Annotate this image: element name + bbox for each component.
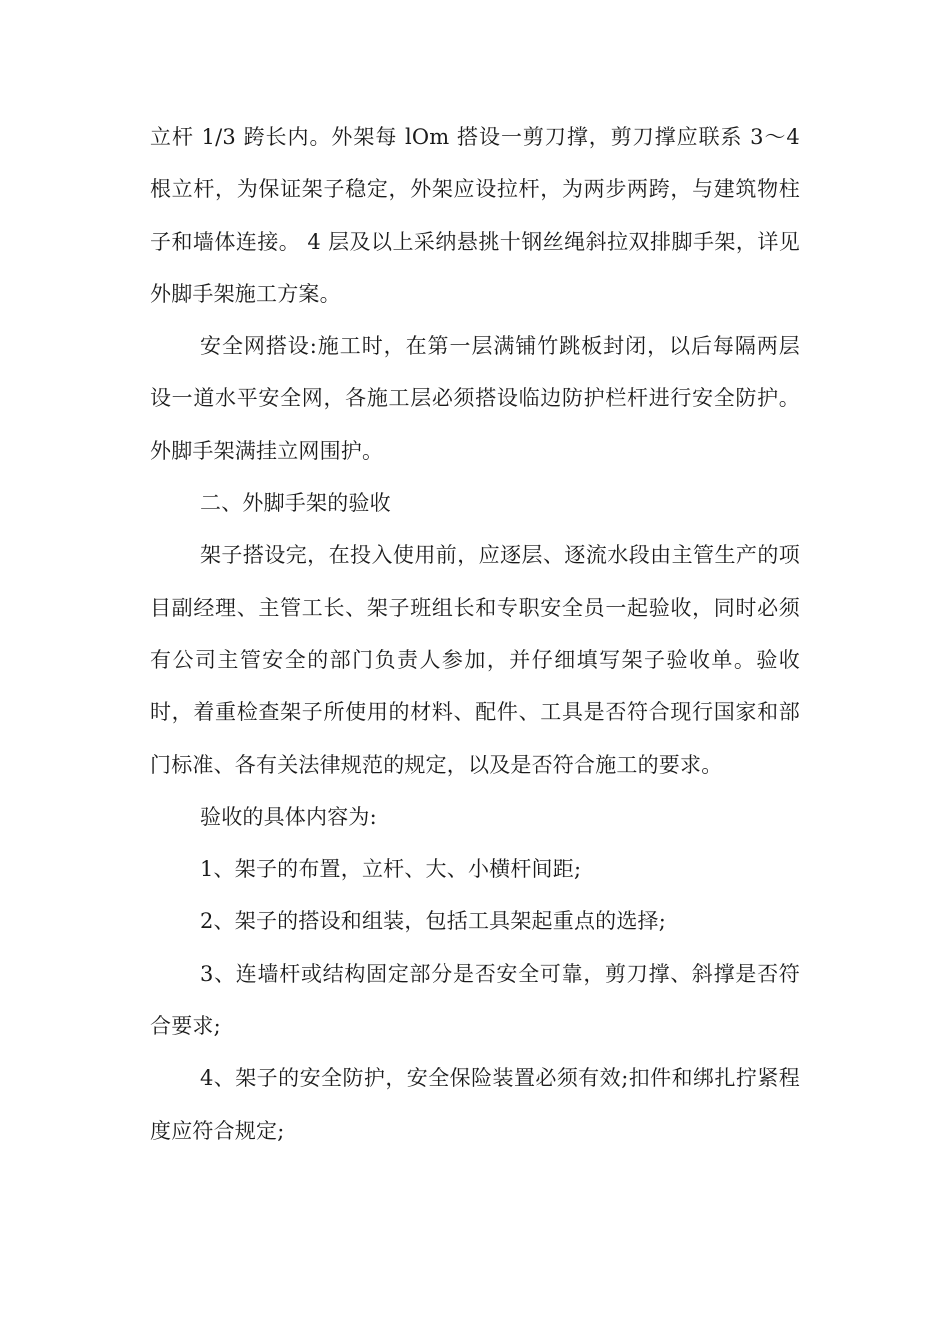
paragraph-safety-net: 安全网搭设:施工时，在第一层满铺竹跳板封闭，以后每隔两层设一道水平安全网，各施工层必须搭设临边防护栏杆进行安全防护。外脚手架满挂立网围护。 (150, 334, 800, 463)
list-item-2: 2、架子的搭设和组装，包括工具架起重点的选择; (200, 909, 667, 934)
list-item-3: 3、连墙杆或结构固定部分是否安全可靠，剪刀撑、斜撑是否符合要求; (150, 961, 800, 1039)
paragraph-acceptance-procedure: 架子搭设完，在投入使用前，应逐层、逐流水段由主管生产的项目副经理、主管工长、架子班组长和专职安全员一起验收，同时必须有公司主管安全的部门负责人参加，并仔细填写架子验收单。验收时，着重检查架子所使用的材料、配件、工具是否符合现行国家和部门标准、各有关法律规范的规定，以及是否符合施工的要求。 (150, 543, 800, 777)
list-item-4: 4、架子的安全防护，安全保险装置必须有效;扣件和绑扎拧紧程度应符合规定; (150, 1066, 800, 1143)
paragraph-acceptance-contents-intro: 验收的具体内容为: (200, 804, 377, 829)
section-heading-acceptance: 二、外脚手架的验收 (200, 491, 391, 516)
list-item-1: 1、架子的布置，立杆、大、小横杆间距; (200, 857, 582, 882)
document-body (150, 111, 800, 1157)
paragraph-scaffold-structure: 立杆 1/3 跨长内。外架每 lOm 搭设一剪刀撑，剪刀撑应联系 3～4 根立杆，为保证架子稳定，外架应设拉杆，为两步两跨，与建筑物柱子和墙体连接。 4 层及以上采纳悬挑十钢丝绳斜拉双排脚手架，详见外脚手架施工方案。 (150, 125, 800, 306)
